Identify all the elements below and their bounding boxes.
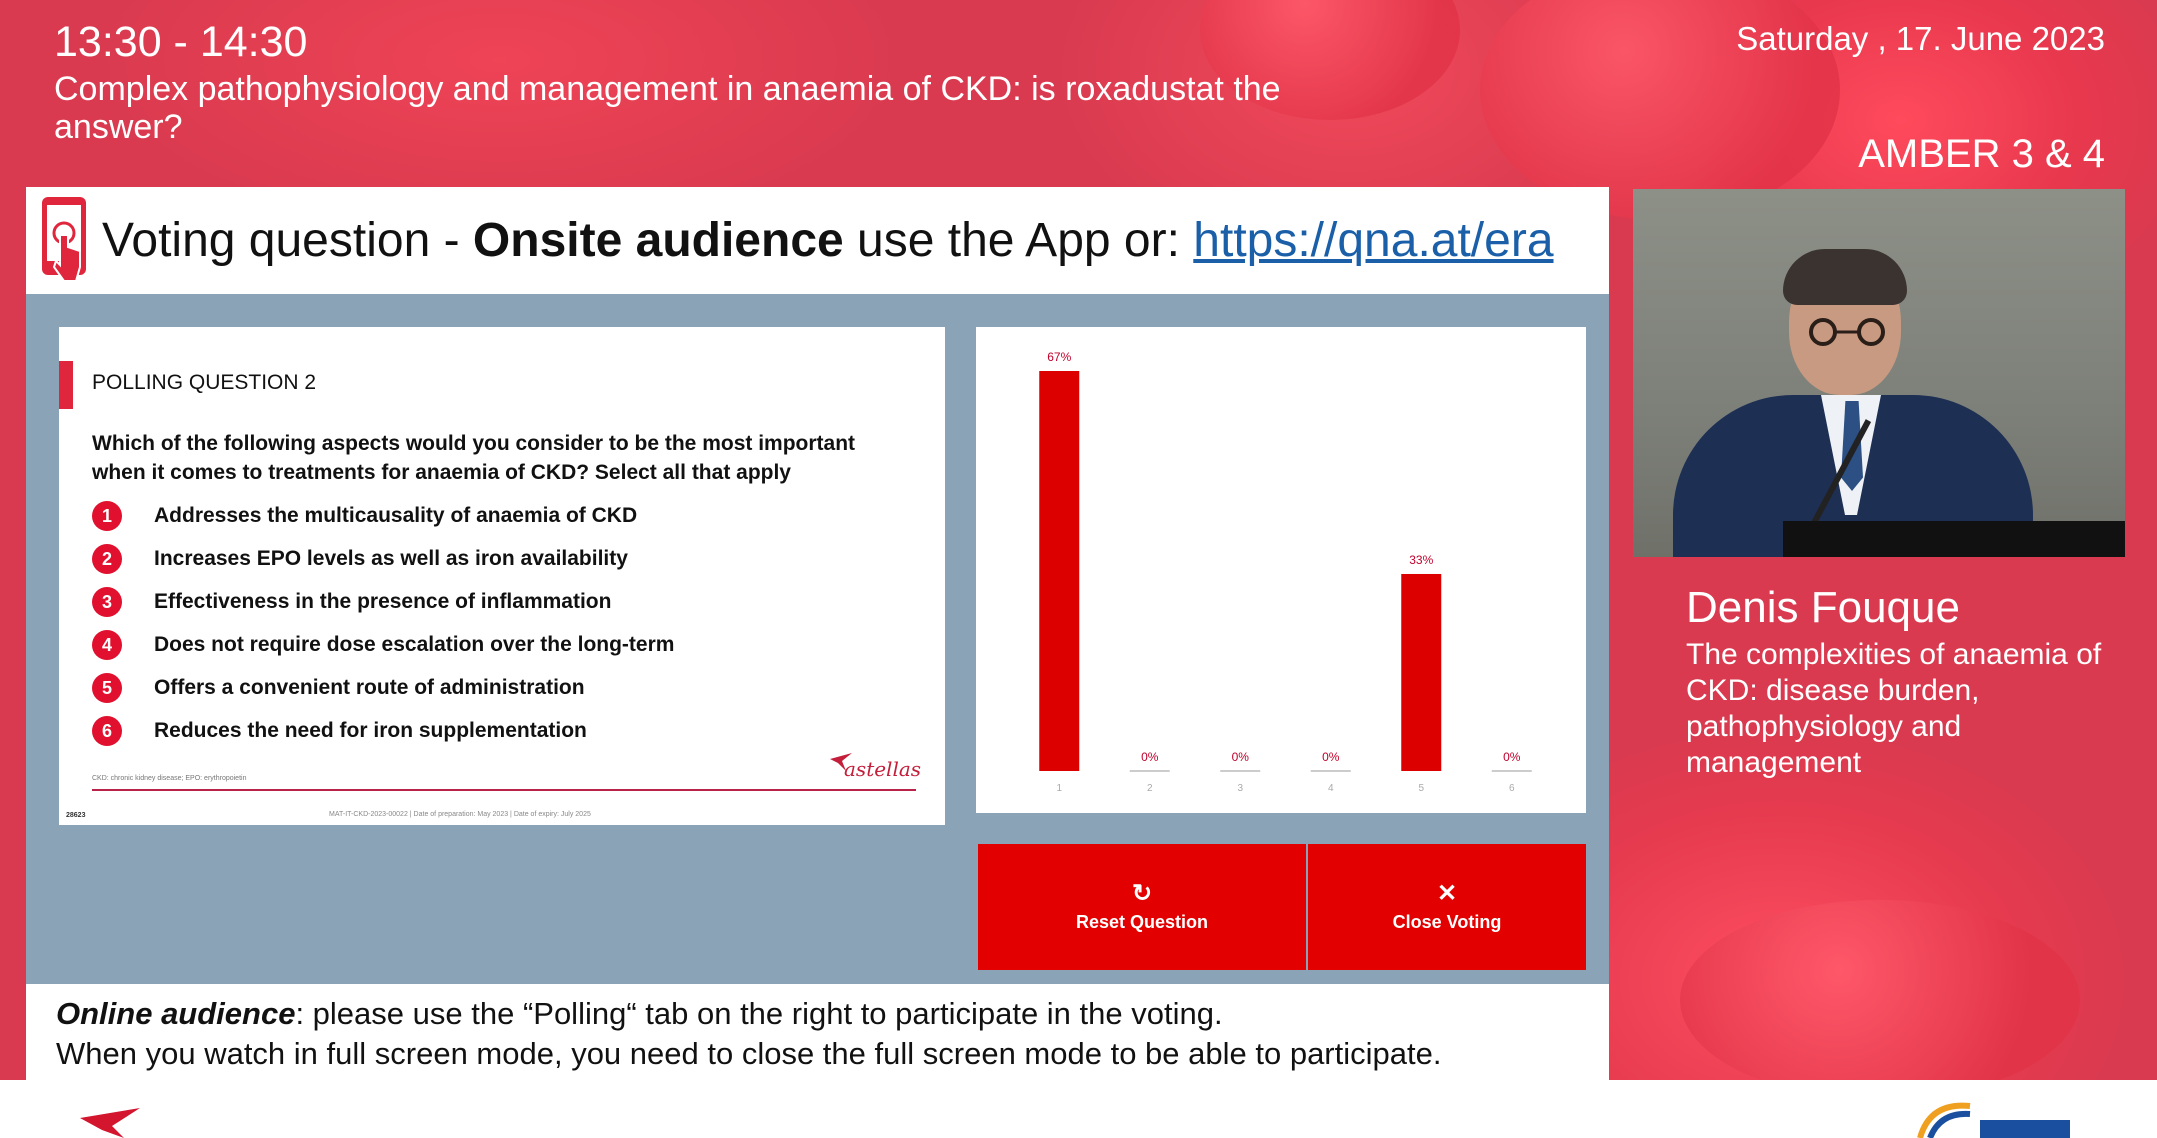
option-number-badge: 4 — [92, 630, 122, 660]
chart-category-label: 2 — [1146, 783, 1153, 794]
slide-footnote: CKD: chronic kidney disease; EPO: erythropoietin — [92, 775, 247, 782]
slide-heading: POLLING QUESTION 2 — [92, 371, 317, 394]
slide-code: 28623 — [66, 812, 86, 819]
option-label: Effectiveness in the presence of inflammation — [154, 590, 612, 613]
poll-option — [92, 629, 674, 661]
session-title: Complex pathophysiology and management in anaemia of CKD: is roxadustat the answer? — [54, 70, 1281, 146]
option-label: Does not require dose escalation over the long-term — [154, 633, 675, 656]
speaker-hair — [1783, 249, 1907, 305]
astellas-wordmark: astellas — [844, 757, 922, 781]
slide-accent-bar — [59, 361, 73, 409]
online-audience-notice — [26, 984, 1609, 1080]
online-notice-line2: When you watch in full screen mode, you need to close the full screen mode to be able to participate. — [56, 1036, 1442, 1071]
option-number-badge: 2 — [92, 544, 122, 574]
chart-data-label: 0% — [1231, 750, 1249, 764]
lectern — [1783, 521, 2125, 557]
chart-category-label: 3 — [1237, 783, 1244, 794]
chart-bar — [1401, 574, 1441, 771]
online-notice-line1 — [56, 996, 1223, 1032]
astellas-logo — [844, 757, 921, 781]
chart-data-label: 0% — [1503, 750, 1521, 764]
chart-data-label: 0% — [1322, 750, 1340, 764]
chart-data-label: 0% — [1141, 750, 1159, 764]
poll-option — [92, 500, 637, 532]
voting-instructions — [102, 187, 1554, 294]
astellas-footer-logo — [80, 1108, 170, 1138]
chart-data-label: 33% — [1409, 552, 1434, 567]
speaker-name: Denis Fouque — [1686, 583, 1960, 632]
chart-category-label: 6 — [1508, 783, 1515, 794]
poll-question: Which of the following aspects would you consider to be the most important when it comes to treatments for anaemia of CKD? Select all that apply — [92, 432, 856, 484]
refresh-icon: ↻ — [1131, 879, 1153, 907]
poll-results-svg — [976, 327, 1586, 813]
speaker-video-feed — [1633, 189, 2125, 557]
session-time: 13:30 - 14:30 — [54, 18, 308, 66]
option-label: Addresses the multicausality of anaemia of CKD — [154, 504, 638, 527]
online-audience-label: Online audience — [56, 996, 296, 1031]
session-room: AMBER 3 & 4 — [1858, 132, 2105, 176]
chart-category-label: 1 — [1056, 783, 1063, 794]
option-label: Reduces the need for iron supplementation — [154, 719, 587, 742]
chart-category-label: 4 — [1327, 783, 1334, 794]
voting-link[interactable]: https://qna.at/era — [1193, 214, 1554, 267]
slide-divider — [92, 789, 916, 791]
slide-meta: MAT-IT-CKD-2023-00022 | Date of preparation: May 2023 | Date of expiry: July 2025 — [329, 811, 591, 818]
option-number-badge: 5 — [92, 673, 122, 703]
phone-touch-icon — [36, 195, 92, 285]
reset-question-label: Reset Question — [1075, 911, 1209, 932]
poll-results-chart — [976, 327, 1586, 813]
chart-data-label: 67% — [1047, 350, 1072, 364]
option-number-badge: 6 — [92, 716, 122, 746]
poll-option — [92, 672, 585, 704]
presentation-stage — [26, 187, 1609, 1080]
option-label: Increases EPO levels as well as iron availability — [154, 547, 628, 570]
option-label: Offers a convenient route of administration — [154, 676, 585, 699]
session-date: Saturday , 17. June 2023 — [1736, 20, 2105, 57]
voting-onsite-label: Onsite audience — [472, 214, 844, 267]
close-icon: ✕ — [1436, 879, 1458, 907]
poll-option — [92, 586, 611, 618]
glasses-icon — [1797, 317, 1897, 347]
chart-category-label: 5 — [1418, 783, 1425, 794]
close-voting-button[interactable] — [1308, 844, 1586, 970]
polling-slide — [59, 327, 945, 825]
poll-option — [92, 715, 587, 747]
poll-option — [92, 543, 628, 575]
option-number-badge: 3 — [92, 587, 122, 617]
era-footer-logo — [1900, 1098, 2080, 1138]
reset-question-button[interactable] — [978, 844, 1306, 970]
voting-prefix: Voting question - — [102, 214, 473, 267]
talk-title: The complexities of anaemia of CKD: disease burden, pathophysiology and management — [1686, 638, 2102, 779]
close-voting-label: Close Voting — [1392, 911, 1502, 932]
blood-cell-decoration — [1680, 900, 2080, 1100]
voting-banner — [26, 187, 1609, 294]
voting-middle-text: use the App or: — [843, 214, 1194, 267]
option-number-badge: 1 — [92, 501, 122, 531]
chart-bar — [1039, 371, 1079, 771]
online-notice-text: : please use the “Polling“ tab on the right to participate in the voting. — [295, 996, 1223, 1031]
astellas-star-icon — [830, 753, 852, 771]
footer-bar — [0, 1080, 2157, 1138]
